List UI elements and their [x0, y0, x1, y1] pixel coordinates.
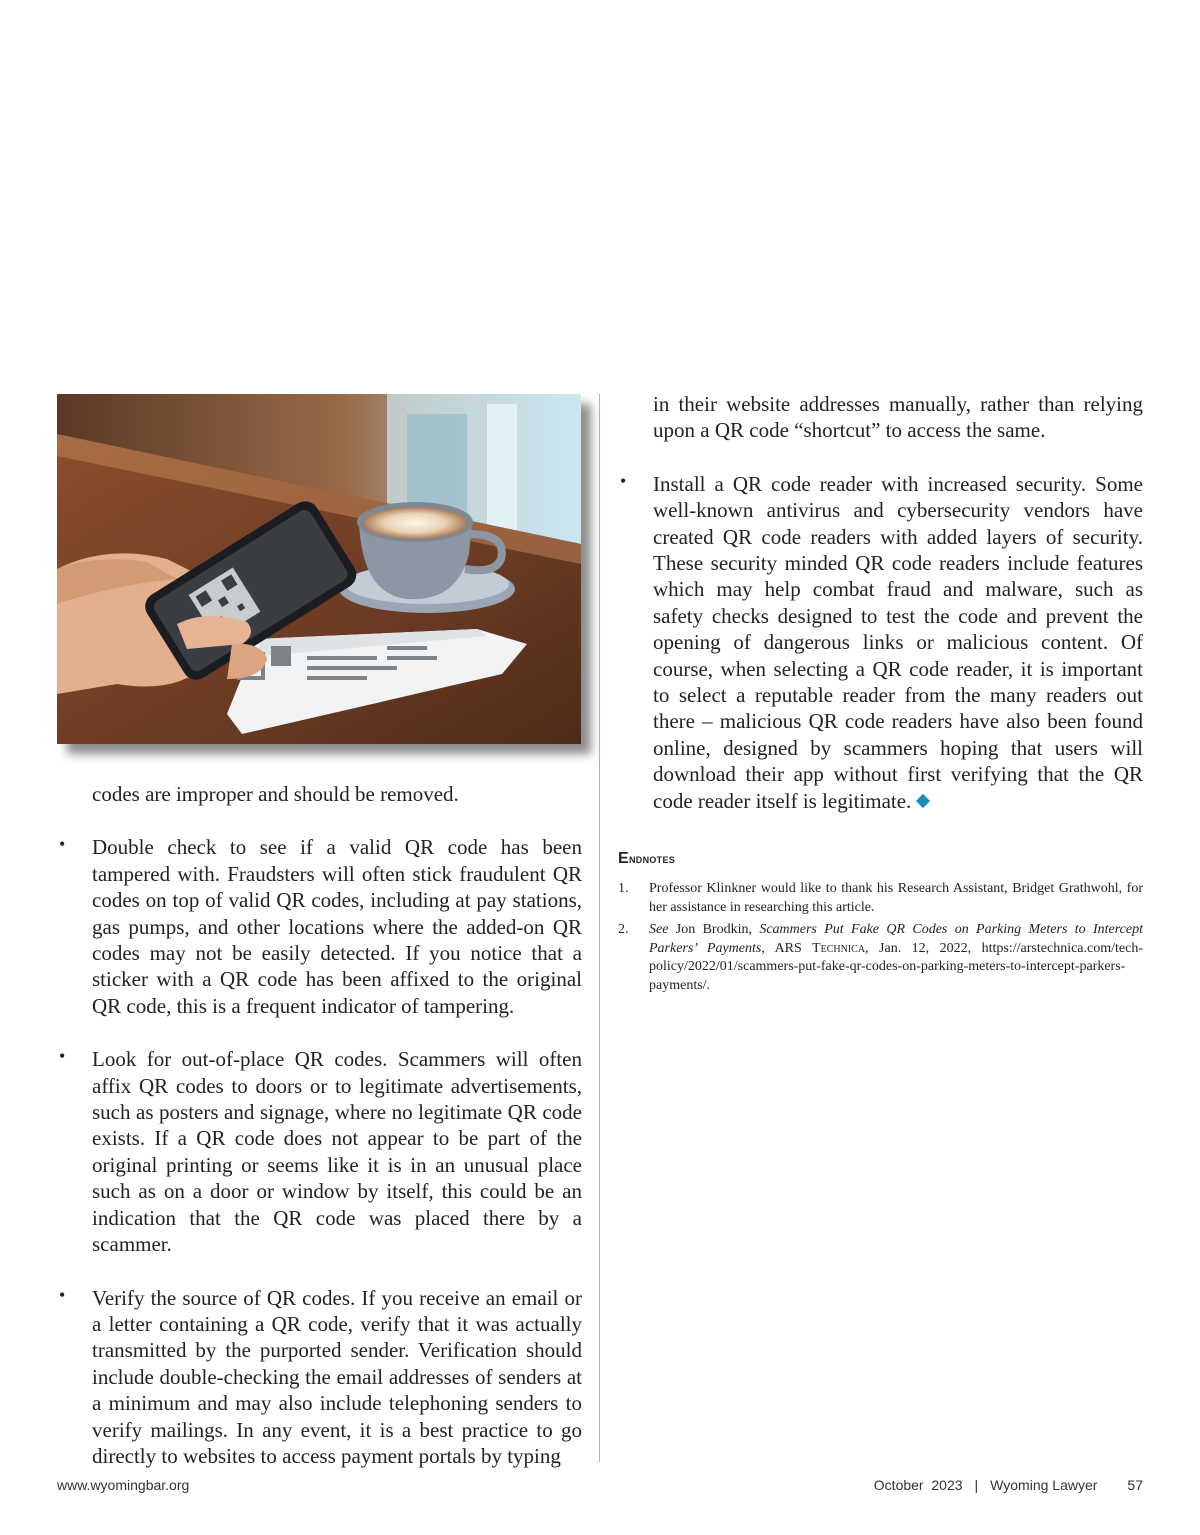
- bullet-text: Look for out-of-place QR codes. Scammers will often affix QR codes to doors or to legitimate advertisements, such as posters and signage, where no legitimate QR code exists. If a QR code does not appear to be part of the original printing or seems like it is in an unusual place such as on a door or window by itself, this could be an indication that the QR code was placed there by a scammer.: [92, 1047, 582, 1257]
- left-column: [57, 781, 582, 1469]
- bullet-item: [57, 834, 582, 1019]
- bullet-text-body: Install a QR code reader with increased security. Some well-known antivirus and cybersecurity vendors have created QR code readers with added layers of security. These security minded QR code readers include features which may help combat fraud and malware, such as safety checks designed to test the code and prevent the opening of dangerous links or malicious content. Of course, when selecting a QR code reader, it is important to select a reputable reader from the many readers out there – malicious QR code readers have also been found online, designed by scammers hoping that users will download their app without first verifying that the QR code reader itself is legitimate.: [653, 471, 1143, 813]
- endnote-number: 2.: [618, 922, 629, 938]
- endnote-2: [618, 921, 1143, 995]
- footer-date: October 2023: [873, 1477, 963, 1493]
- page-number: 57: [1127, 1477, 1143, 1493]
- bullet-dot: •: [620, 470, 627, 491]
- right-column: [618, 391, 1143, 996]
- endnotes-list: [618, 880, 1143, 996]
- bullet-item: [57, 1285, 582, 1470]
- bullet-item: [618, 471, 1143, 814]
- endnote-text: Professor Klinkner would like to thank his Research Assistant, Bridget Grathwohl, for her assistance in researching this article.: [649, 881, 1143, 915]
- bullet-dot: •: [59, 1284, 66, 1305]
- footer-website: www.wyomingbar.org: [57, 1477, 190, 1493]
- endnotes-heading: Endnotes: [618, 850, 676, 868]
- endnote-1: [618, 880, 1143, 917]
- footer-publication: Wyoming Lawyer: [990, 1477, 1098, 1493]
- bullet-dot: •: [59, 1046, 66, 1067]
- bullet-item: [57, 1046, 582, 1257]
- left-continuation-text: codes are improper and should be removed.: [92, 782, 459, 806]
- endnote-text: See Jon Brodkin, Scammers Put Fake QR Codes on Parking Meters to Intercept Parkers’ Payments, ARS Technica, Jan. 12, 2022, https://arstechnica.com/tech-policy/2022/01/scammers-put-fake-qr-codes-on-parking-meters-to-intercept-parkers-payments/.: [649, 922, 1143, 994]
- diamond-icon: [916, 794, 930, 808]
- photo-phone-scanning-qr-receipt: [57, 394, 581, 744]
- article-photo: [57, 394, 581, 744]
- footer-separator: |: [974, 1477, 979, 1493]
- column-divider: [599, 394, 600, 1462]
- page-footer: [57, 1477, 1143, 1497]
- bullet-dot: •: [59, 834, 66, 855]
- bullet-text: [653, 471, 1143, 814]
- bullet-text: Verify the source of QR codes. If you receive an email or a letter containing a QR code, verify that it was actually transmitted by the purported sender. Verification should include double-checking the email addresses of senders at a minimum and may also include telephoning senders to verify mailings. In any event, it is a best practice to go directly to websites to access payment portals by typing: [92, 1285, 582, 1468]
- right-continuation-text: in their website addresses manually, rather than relying upon a QR code “shortcut” to access the same.: [653, 392, 1143, 443]
- endnote-number: 1.: [618, 881, 629, 897]
- bullet-text: Double check to see if a valid QR code has been tampered with. Fraudsters will often stick fraudulent QR codes on top of valid QR codes, including at pay stations, gas pumps, and other locations where the added-on QR codes may not be easily detected. If you notice that a sticker with a QR code has been affixed to the original QR code, this is a frequent indicator of tampering.: [92, 835, 582, 1018]
- footer-issue-info: [874, 1477, 1143, 1493]
